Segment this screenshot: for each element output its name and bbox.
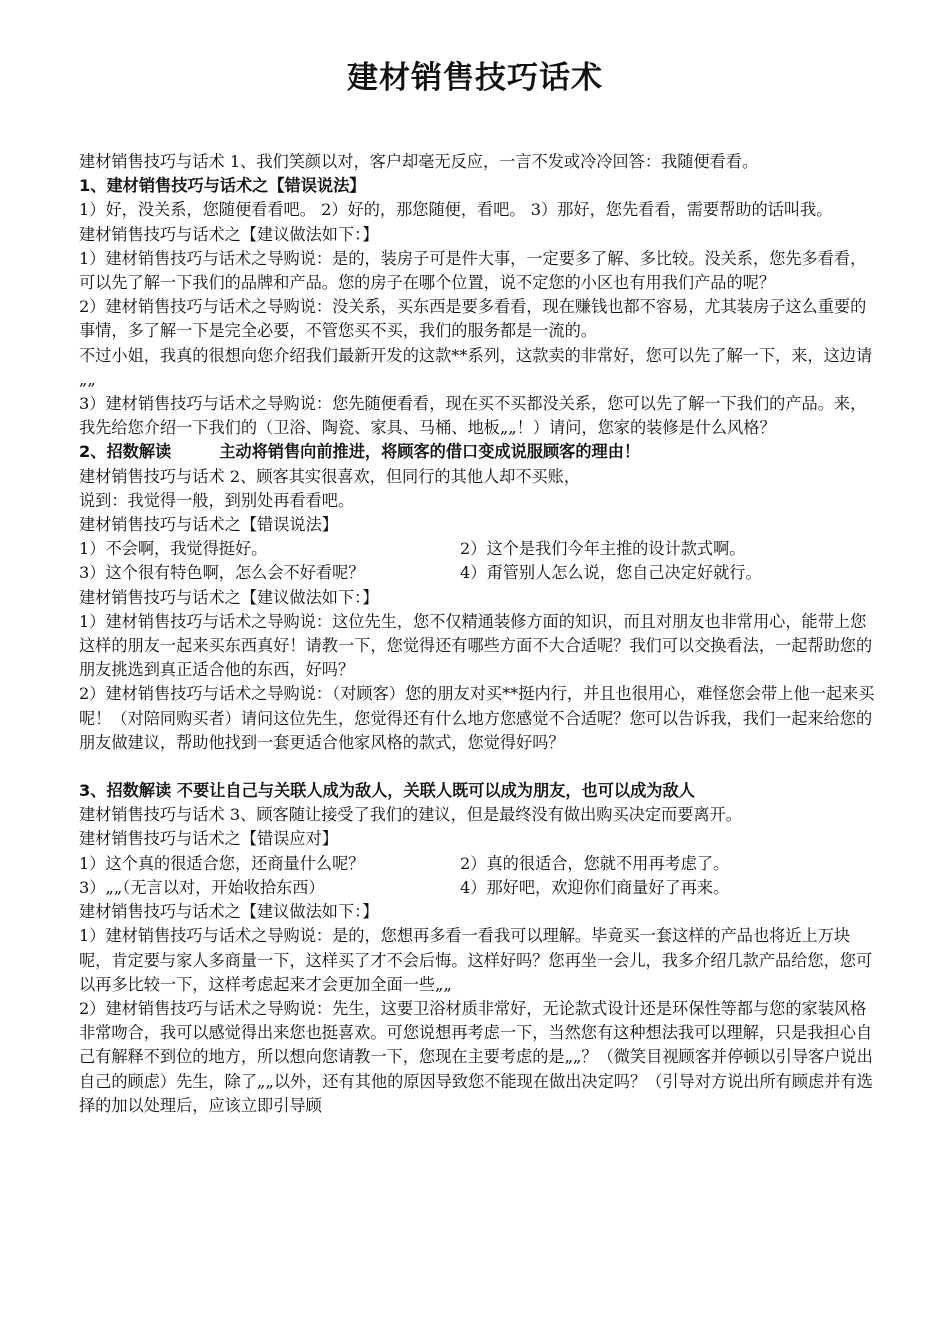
option-item: 3）„„（无言以对，开始收拾东西） bbox=[79, 877, 325, 897]
paragraph: 说到：我觉得一般，到别处再看看吧。 bbox=[79, 490, 355, 510]
document-body bbox=[79, 150, 875, 1118]
paragraph: 建材销售技巧与话术 2、顾客其实很喜欢，但同行的其他人却不买账， bbox=[79, 466, 581, 486]
option-item: 4）甭管别人怎么说，您自己决定好就行。 bbox=[460, 563, 762, 583]
two-column-row bbox=[79, 852, 875, 876]
option-item: 2）这个是我们今年主推的设计款式啊。 bbox=[460, 539, 746, 559]
section-heading: 3、招数解读 不要让自己与关联人成为敌人，关联人既可以成为朋友，也可以成为敌人 bbox=[79, 781, 695, 801]
option-item: 1）不会啊，我觉得挺好。 bbox=[79, 539, 268, 559]
paragraph: 建材销售技巧与话术之【建议做法如下：】 bbox=[79, 224, 379, 244]
two-column-row bbox=[79, 561, 875, 585]
two-column-row bbox=[79, 876, 875, 900]
spacer bbox=[79, 755, 875, 779]
paragraph: 建材销售技巧与话术之【错误应对】 bbox=[79, 829, 338, 849]
section-heading bbox=[79, 440, 875, 464]
paragraph: 建材销售技巧与话术之【建议做法如下：】 bbox=[79, 587, 379, 607]
paragraph: 建材销售技巧与话术 1、我们笑颜以对，客户却毫无反应，一言不发或冷冷回答：我随便看看。 bbox=[79, 152, 759, 171]
paragraph: 1）建材销售技巧与话术之导购说：是的，您想再多看一看我可以理解。毕竟买一套这样的产品也将近上万块呢，肯定要与家人多商量一下，这样买了才不会后悔。这样好吗？您再坐一会儿，我多介绍几款产品给您，您可以再多比较一下，这样考虑起来才会更加全面一些„„ bbox=[79, 926, 873, 994]
paragraph: 2）建材销售技巧与话术之导购说：没关系，买东西是要多看看，现在赚钱也都不容易，尤其装房子这么重要的事情，多了解一下是完全必要，不管您买不买，我们的服务都是一流的。 bbox=[79, 297, 867, 341]
section-heading: 1、建材销售技巧与话术之【错误说法】 bbox=[79, 176, 366, 196]
paragraph: 建材销售技巧与话术 3、顾客随让接受了我们的建议，但是最终没有做出购买决定而要离开。 bbox=[79, 805, 742, 825]
document-title: 建材销售技巧话术 bbox=[347, 60, 603, 96]
paragraph: 1）建材销售技巧与话术之导购说：是的，装房子可是件大事，一定要多了解、多比较。没关系，您先多看看，可以先了解一下我们的品牌和产品。您的房子在哪个位置，说不定您的小区也有用我们产品的呢？ bbox=[79, 248, 867, 293]
paragraph: 不过小姐，我真的很想向您介绍我们最新开发的这款**系列，这款卖的非常好，您可以先了解一下，来，这边请„„ bbox=[79, 345, 873, 389]
heading-text: 主动将销售向前推进，将顾客的借口变成说服顾客的理由！ bbox=[219, 442, 641, 462]
two-column-row bbox=[79, 537, 875, 561]
heading-label: 2、招数解读 bbox=[79, 442, 172, 462]
paragraph: 3）建材销售技巧与话术之导购说：您先随便看看，现在买不买都没关系，您可以先了解一下我们的产品。来，我先给您介绍一下我们的（卫浴、陶瓷、家具、马桶、地板„„！）请问，您家的装修是什么风格？ bbox=[79, 394, 867, 438]
paragraph: 建材销售技巧与话术之【错误说法】 bbox=[79, 515, 338, 535]
paragraph: 2）建材销售技巧与话术之导购说：先生，这要卫浴材质非常好，无论款式设计还是环保性等都与您的家装风格非常吻合，我可以感觉得出来您也挺喜欢。可您说想再考虑一下，当然您有这种想法我可以理解，只是我担心自己有解释不到位的地方，所以想向您请教一下，您现在主要考虑的是„„？（微笑目视顾客并停顿以引导客户说出自己的顾虑）先生，除了„„以外，还有其他的原因导致您不能现在做出决定吗？（引导对方说出所有顾虑并有选择的加以处理后，应该立即引导顾 bbox=[79, 998, 873, 1115]
paragraph: 1）建材销售技巧与话术之导购说：这位先生，您不仅精通装修方面的知识，而且对朋友也非常用心，能带上您这样的朋友一起来买东西真好！请教一下，您觉得还有哪些方面不大合适呢？我们可以交换看法，一起帮助您的朋友挑选到真正适合他的东西，好吗？ bbox=[79, 611, 873, 680]
option-item: 2）真的很适合，您就不用再考虑了。 bbox=[460, 853, 730, 873]
option-item: 1）这个真的很适合您，还商量什么呢？ bbox=[79, 853, 365, 873]
paragraph: 建材销售技巧与话术之【建议做法如下：】 bbox=[79, 902, 379, 922]
option-item: 4）那好吧，欢迎你们商量好了再来。 bbox=[460, 877, 730, 897]
paragraph: 2）建材销售技巧与话术之导购说：（对顾客）您的朋友对买**挺内行，并且也很用心，难怪您会带上他一起来买呢！（对陪同购买者）请问这位先生，您觉得还有什么地方您感觉不合适呢？您可以告诉我，我们一起来给您的朋友做建议，帮助他找到一套更适合他家风格的款式，您觉得好吗？ bbox=[79, 684, 875, 752]
option-item: 3）这个很有特色啊，怎么会不好看呢？ bbox=[79, 563, 365, 583]
paragraph: 1）好，没关系，您随便看看吧。 2）好的，那您随便，看吧。 3）那好，您先看看，需要帮助的话叫我。 bbox=[79, 200, 833, 220]
